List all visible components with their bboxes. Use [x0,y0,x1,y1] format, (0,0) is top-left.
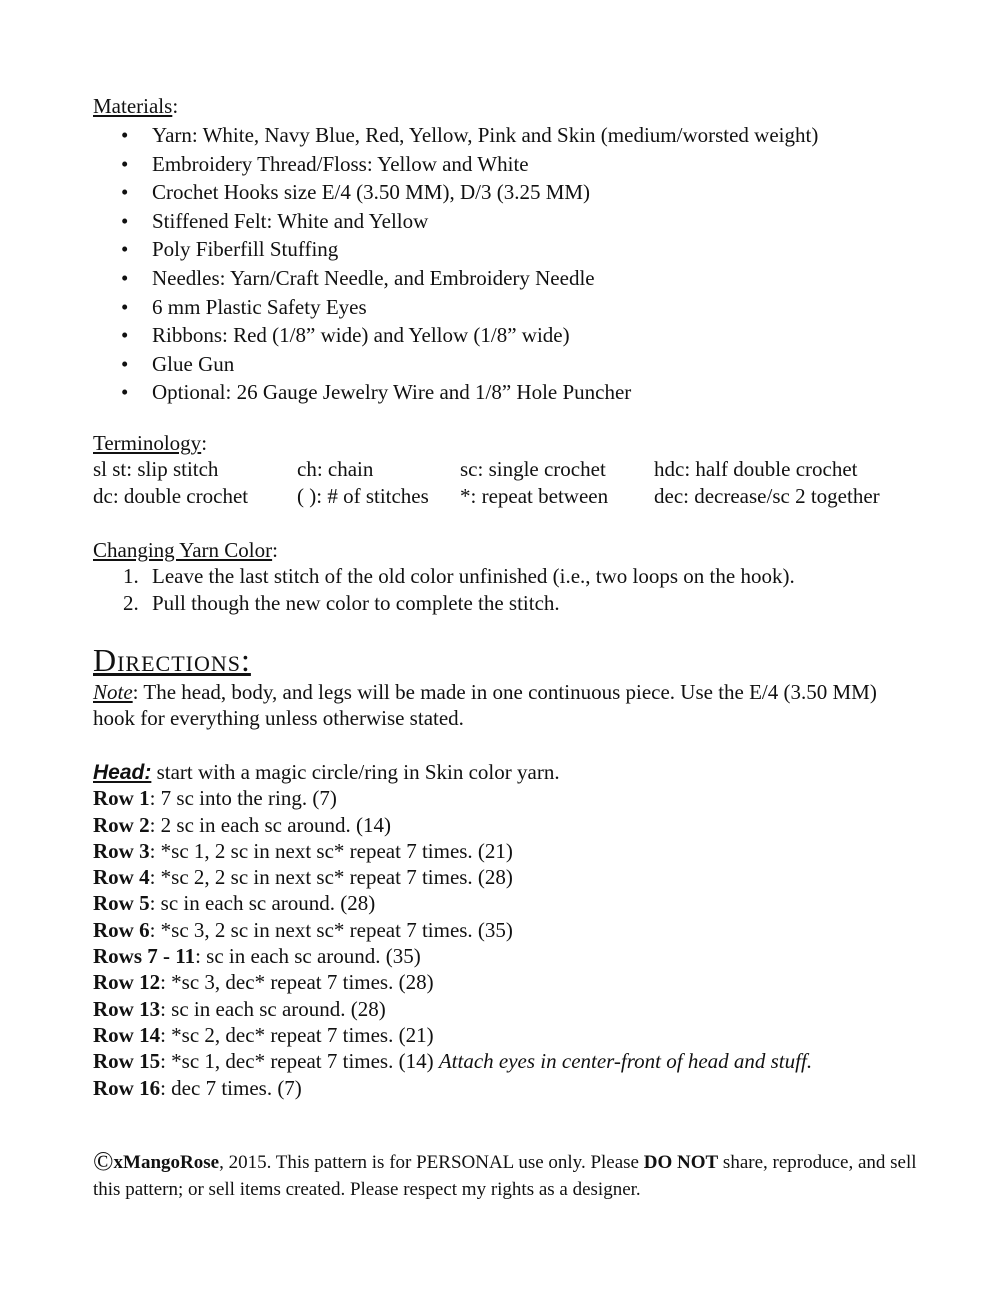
row-label: Row 4 [93,865,150,890]
note-text: : The head, body, and legs will be made in one continuous piece. Use the E/4 (3.50 MM) hook for everything unless otherwise stated. [93,680,877,730]
row-label: Row 5 [93,891,150,916]
footer-text-1: , 2015. This pattern is for PERSONAL use only. Please [219,1152,644,1173]
row-text: : *sc 2, 2 sc in next sc* repeat 7 times. (28) [149,865,513,890]
list-item: • Needles: Yarn/Craft Needle, and Embroidery Needle [93,264,818,293]
row-label: Row 12 [93,970,161,995]
materials-list [93,121,818,407]
list-item [93,785,812,811]
list-item [93,1048,812,1074]
terminology-colon: : [201,431,208,455]
table-cell: sl st: slip stitch [93,457,219,481]
list-item [93,563,795,590]
step-text: Pull though the new color to complete the stitch. [152,590,560,615]
row-text: : *sc 1, 2 sc in next sc* repeat 7 times. (21) [149,838,513,863]
list-item: • Embroidery Thread/Floss: Yellow and White [93,150,818,179]
list-item: • 6 mm Plastic Safety Eyes [93,293,818,322]
row-label: Row 2 [93,812,150,837]
directions-title: Directions: [93,642,251,678]
row-label: Row 3 [93,838,150,863]
row-label: Row 13 [93,996,161,1021]
table-cell: hdc: half double crochet [654,457,858,481]
directions-note [93,679,913,731]
list-item: • Stiffened Felt: White and Yellow [93,207,818,236]
list-item: • Optional: 26 Gauge Jewelry Wire and 1/8” Hole Puncher [93,378,818,407]
step-number: 2. [123,590,139,615]
footer-emphasis: DO NOT [643,1152,719,1173]
list-item [93,812,812,838]
list-item [93,890,812,916]
row-label: Row 14 [93,1022,161,1047]
changing-color-section [93,537,795,616]
head-intro-line [93,759,812,785]
changing-color-steps [93,563,795,616]
row-text: : sc in each sc around. (35) [195,944,421,969]
terminology-table [93,456,880,509]
list-item [93,864,812,890]
brand-name: xMangoRose [113,1152,220,1173]
table-cell: sc: single crochet [460,457,606,481]
table-cell: *: repeat between [460,483,609,508]
copyright-notice [93,1148,923,1203]
row-label: Row 15 [93,1049,161,1074]
step-number: 1. [123,564,139,588]
list-item [93,917,812,943]
list-item: • Yarn: White, Navy Blue, Red, Yellow, Pink and Skin (medium/worsted weight) [93,121,818,150]
table-cell: ( ): # of stitches [297,483,429,508]
changing-color-colon: : [272,538,278,562]
copyright-symbol: © [93,1146,114,1176]
list-item [93,838,812,864]
row-label: Rows 7 - 11 [93,944,196,969]
changing-color-heading: Changing Yarn Color [93,538,273,562]
materials-heading-line [93,93,818,119]
row-text: : *sc 1, dec* repeat 7 times. (14) [160,1049,439,1074]
head-label: Head: [93,761,152,784]
footer-text-2: share, reproduce, and sell this pattern; or sell items created. Please respect my rights as a designer. [93,1152,917,1200]
row-text: : dec 7 times. (7) [160,1075,302,1100]
row-label: Row 16 [93,1075,161,1100]
list-item: • Ribbons: Red (1/8” wide) and Yellow (1/8” wide) [93,321,818,350]
row-text: : *sc 3, 2 sc in next sc* repeat 7 times. (35) [149,917,513,942]
row-label: Row 6 [93,917,150,942]
head-intro: start with a magic circle/ring in Skin color yarn. [151,760,560,784]
list-item: • Glue Gun [93,350,818,379]
table-cell: ch: chain [297,457,374,481]
list-item [93,943,812,969]
row-text: : *sc 3, dec* repeat 7 times. (28) [160,970,434,995]
changing-color-heading-line [93,537,795,563]
list-item [93,1075,812,1101]
table-cell: dc: double crochet [93,483,249,508]
materials-colon: : [172,94,179,118]
list-item [93,969,812,995]
list-item [93,590,795,617]
materials-heading: Materials [93,94,173,118]
note-label: Note [93,680,133,704]
table-row [93,483,880,510]
materials-section [93,93,818,407]
row-label: Row 1 [93,786,150,811]
row-text: : 7 sc into the ring. (7) [149,786,337,811]
terminology-heading-line [93,430,207,456]
list-item [93,1022,812,1048]
terminology-heading: Terminology [93,431,202,455]
table-cell: dec: decrease/sc 2 together [654,483,880,508]
row-text: : sc in each sc around. (28) [160,996,386,1021]
list-item: • Poly Fiberfill Stuffing [93,235,818,264]
row-text: : 2 sc in each sc around. (14) [149,812,392,837]
table-row [93,456,880,483]
row-italic-note: Attach eyes in center-front of head and stuff. [438,1049,813,1074]
list-item: • Crochet Hooks size E/4 (3.50 MM), D/3 (3.25 MM) [93,178,818,207]
row-text: : *sc 2, dec* repeat 7 times. (21) [160,1022,434,1047]
step-text: Leave the last stitch of the old color unfinished (i.e., two loops on the hook). [152,564,795,588]
head-instructions [93,759,812,1101]
row-text: : sc in each sc around. (28) [149,891,376,916]
list-item [93,996,812,1022]
